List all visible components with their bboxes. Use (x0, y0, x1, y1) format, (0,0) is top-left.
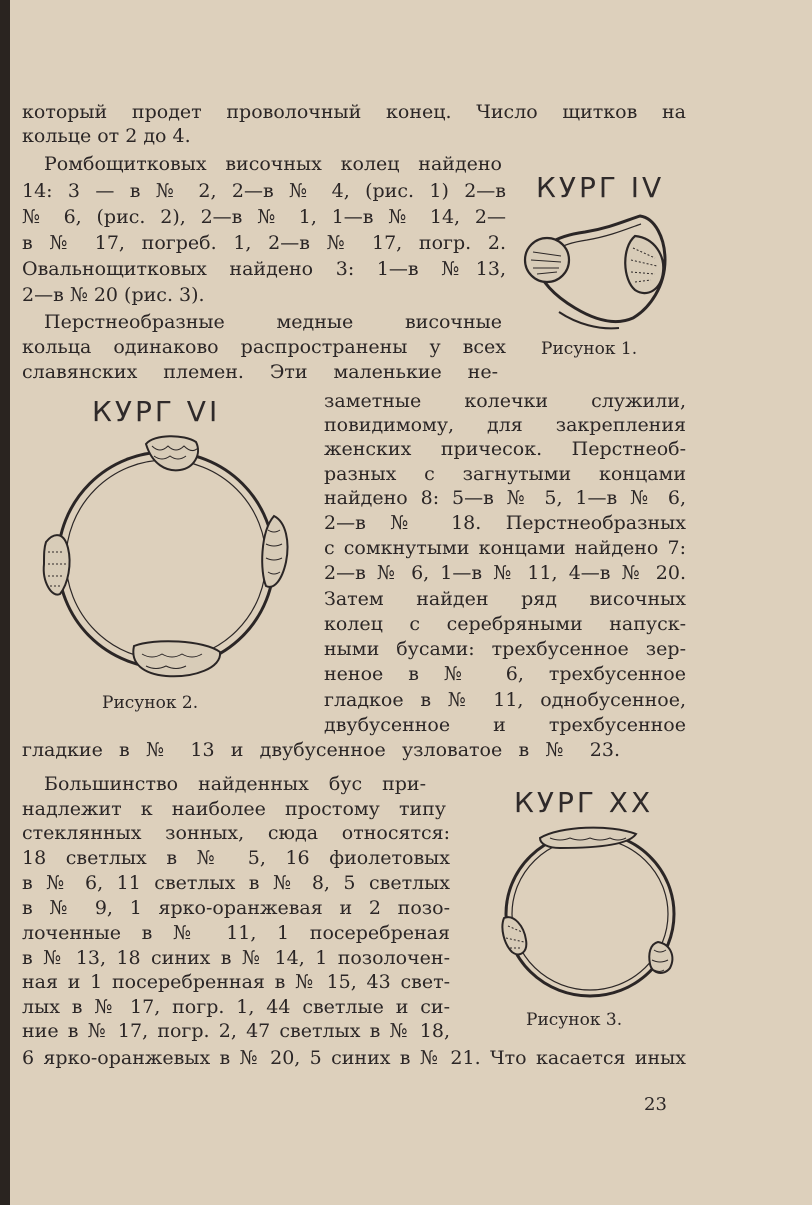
text-line: гладкое в № 11, однобусенное, (324, 689, 686, 711)
text-line: 2—в № 20 (рис. 3). (22, 284, 205, 306)
text-line: в № 6, 11 светлых в № 8, 5 светлых (22, 872, 450, 894)
text-line: найдено 8: 5—в № 5, 1—в № 6, (324, 487, 686, 509)
text-line: 6 ярко-оранжевых в № 20, 5 синих в № 21. Что касается иных (22, 1047, 686, 1069)
text-line: женских причесок. Перстнеоб- (324, 438, 686, 460)
text-line: 2—в № 6, 1—в № 11, 4—в № 20. (324, 562, 686, 584)
text-line: Овальнощитковых найдено 3: 1—в №13, (22, 258, 506, 280)
text-line: в № 17, погреб. 1, 2—в № 17, погр. 2. (22, 232, 506, 254)
text-line: колец с серебряными напуск- (324, 613, 686, 635)
text-line: заметные колечки служили, (324, 390, 686, 412)
text-line: гладкие в № 13 и двубусенное узловатое в № 23. (22, 739, 620, 761)
text-line: Ромбощитковых височных колец найдено (44, 153, 502, 175)
text-line: надлежит к наиболее простому типу (22, 798, 446, 820)
text-line: который продет проволочный конец. Число щитков на (22, 101, 686, 123)
text-line: кольца одинаково распространены у всех (22, 336, 506, 358)
text-line: неное в № 6, трехбусенное (324, 663, 686, 685)
text-line: разных с загнутыми концами (324, 463, 686, 485)
text-line: Большинство найденных бус при- (44, 773, 426, 795)
text-line: № 6, (рис. 2), 2—в № 1, 1—в № 14, 2— (22, 206, 506, 228)
figure-1-label: КУРГ IV (536, 171, 665, 204)
text-line: ние в № 17, погр. 2, 47 светлых в № 18, (22, 1020, 450, 1042)
text-line: ная и 1 посеребренная в № 15, 43 свет- (22, 971, 450, 993)
figure-1-caption: Рисунок 1. (541, 339, 638, 359)
text-line: славянских племен. Эти маленькие не- (22, 361, 498, 383)
book-page (10, 0, 812, 1205)
text-line: повидимому, для закрепления (324, 414, 686, 436)
figure-2-caption: Рисунок 2. (102, 693, 199, 713)
text-line: в № 9, 1 ярко-оранжевая и 2 позо- (22, 897, 450, 919)
text-line: двубусенное и трехбусенное (324, 714, 686, 736)
text-line: кольце от 2 до 4. (22, 125, 191, 147)
figure-2-ring-drawing (34, 432, 304, 687)
page-number: 23 (644, 1094, 667, 1115)
text-line: 14: 3 — в № 2, 2—в № 4, (рис. 1) 2—в (22, 180, 506, 202)
text-line: лоченные в № 11, 1 посеребреная (22, 922, 450, 944)
text-line: ными бусами: трехбусенное зер- (324, 638, 686, 660)
text-line: Перстнеобразные медные височные (44, 311, 502, 333)
text-line: Затем найден ряд височных (324, 588, 686, 610)
figure-3-label: КУРГ XX (514, 786, 654, 819)
text-line: стеклянных зонных, сюда относятся: (22, 822, 450, 844)
figure-2-label: КУРГ VI (92, 395, 221, 428)
text-line: 18 светлых в № 5, 16 фиолетовых (22, 847, 450, 869)
figure-3-caption: Рисунок 3. (526, 1010, 623, 1030)
figure-3-ring-drawing (490, 822, 690, 1002)
figure-1-ring-drawing (515, 208, 675, 333)
text-line: лых в № 17, погр. 1, 44 светлые и си- (22, 996, 450, 1018)
text-line: 2—в № 18. Перстнеобразных (324, 512, 686, 534)
text-line: в № 13, 18 синих в № 14, 1 позолочен- (22, 947, 450, 969)
text-line: с сомкнутыми концами найдено 7: (324, 537, 686, 559)
